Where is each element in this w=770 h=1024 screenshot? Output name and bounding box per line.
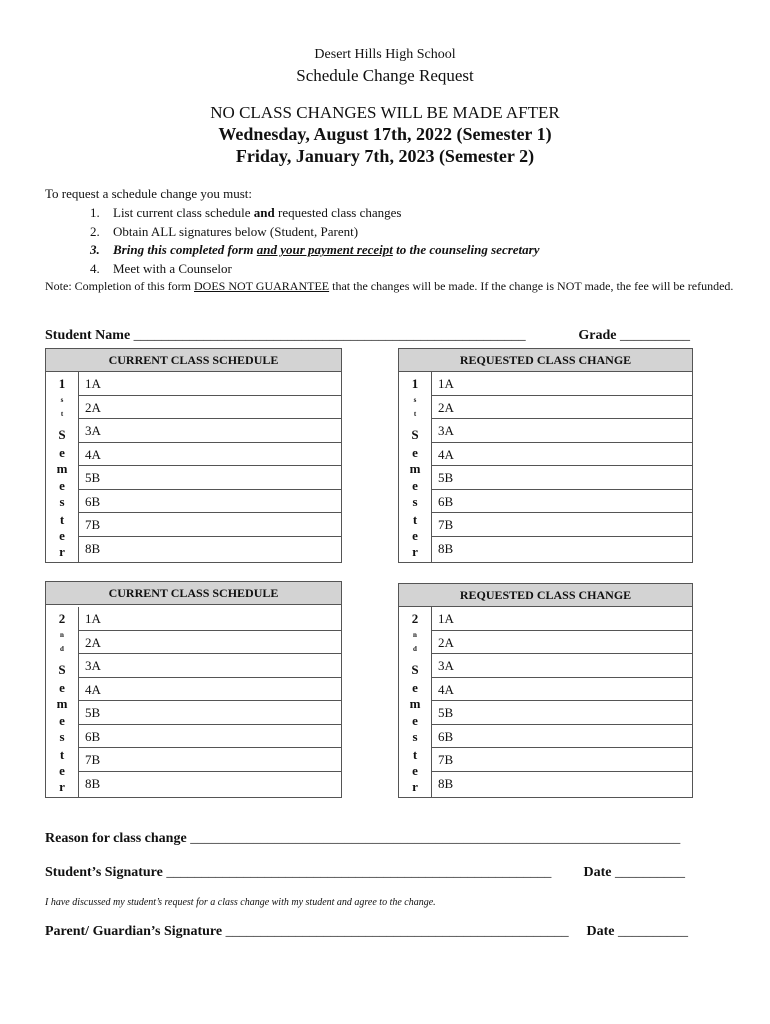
- period-row[interactable]: 6B: [79, 725, 341, 749]
- semester-letter: m: [56, 696, 68, 711]
- semester-letter: e: [412, 445, 418, 460]
- semester-letter: t: [412, 512, 418, 527]
- panel-heading: REQUESTED CLASS CHANGE: [399, 584, 692, 607]
- semester-letter: n: [413, 631, 417, 639]
- semester-letter: r: [412, 544, 418, 559]
- period-row[interactable]: 4A: [432, 443, 692, 467]
- period-row[interactable]: 3A: [79, 419, 341, 443]
- period-row[interactable]: 7B: [79, 513, 341, 537]
- semester-letter: s: [59, 494, 65, 509]
- semester-2-label: [399, 607, 432, 797]
- period-rows[interactable]: [432, 372, 692, 562]
- period-row[interactable]: 3A: [432, 419, 692, 443]
- semester-letter: e: [412, 680, 418, 695]
- period-row[interactable]: 8B: [438, 540, 454, 556]
- guarantee-note: Note: Completion of this form DOES NOT GUARANTEE that the changes will be made. If the change is NOT made, the fee will be refunded.: [45, 279, 734, 293]
- semester2-deadline: Friday, January 7th, 2023 (Semester 2): [235, 146, 535, 166]
- period-row[interactable]: 6B: [79, 490, 341, 514]
- semester-letter: S: [58, 427, 66, 442]
- sem2-current-schedule: [45, 581, 342, 798]
- period-row[interactable]: 4A: [79, 678, 341, 702]
- step-1: 1. List current class schedule and requested class changes: [90, 205, 402, 220]
- semester-letter: s: [59, 729, 65, 744]
- semester-letter: t: [59, 512, 65, 527]
- semester-letter: e: [59, 713, 65, 728]
- school-name: Desert Hills High School: [314, 47, 456, 62]
- period-row[interactable]: 1A: [432, 372, 692, 396]
- period-row[interactable]: 5B: [79, 466, 341, 490]
- period-row[interactable]: 8B: [438, 775, 454, 791]
- form-title: Schedule Change Request: [296, 66, 474, 85]
- deadline-warning: NO CLASS CHANGES WILL BE MADE AFTER: [210, 103, 560, 122]
- semester-letter: t: [60, 410, 64, 418]
- step-4: 4. Meet with a Counselor: [90, 261, 232, 277]
- period-row[interactable]: 6B: [432, 725, 692, 749]
- instructions-intro: To request a schedule change you must:: [45, 186, 253, 201]
- semester-letter: 2: [58, 611, 66, 626]
- period-row[interactable]: 1A: [79, 607, 341, 631]
- semester-letter: m: [409, 696, 421, 711]
- semester-letter: e: [412, 763, 418, 778]
- period-row[interactable]: 5B: [432, 701, 692, 725]
- semester-letter: e: [412, 528, 418, 543]
- semester-letter: r: [59, 779, 65, 794]
- semester-letter: e: [412, 713, 418, 728]
- period-row[interactable]: 3A: [432, 654, 692, 678]
- semester-letter: e: [59, 680, 65, 695]
- semester-1-label: [46, 372, 79, 562]
- semester-letter: s: [412, 494, 418, 509]
- period-row[interactable]: 4A: [432, 678, 692, 702]
- period-row[interactable]: 6B: [432, 490, 692, 514]
- period-row[interactable]: 7B: [79, 748, 341, 772]
- semester1-deadline: Wednesday, August 17th, 2022 (Semester 1): [218, 124, 552, 144]
- period-row[interactable]: 7B: [432, 748, 692, 772]
- semester-letter: e: [59, 528, 65, 543]
- semester-letter: n: [60, 631, 64, 639]
- semester-letter: S: [58, 662, 66, 677]
- semester-letter: t: [412, 747, 418, 762]
- period-row[interactable]: 7B: [432, 513, 692, 537]
- semester-letter: t: [413, 410, 417, 418]
- sem2-requested-change: [398, 583, 693, 798]
- semester-2-label: [46, 607, 79, 797]
- panel-heading: CURRENT CLASS SCHEDULE: [46, 349, 341, 372]
- period-row[interactable]: 4A: [79, 443, 341, 467]
- step-2: 2. Obtain ALL signatures below (Student, Parent): [90, 223, 359, 239]
- student-date-field[interactable]: Date __________: [583, 865, 685, 880]
- semester-letter: m: [56, 461, 68, 476]
- semester-letter: t: [59, 747, 65, 762]
- semester-letter: e: [59, 763, 65, 778]
- sem1-current-schedule: [45, 348, 342, 563]
- semester-letter: r: [59, 544, 65, 559]
- semester-letter: S: [411, 427, 419, 442]
- period-rows[interactable]: [79, 372, 341, 562]
- student-signature-field[interactable]: Student’s Signature _______________________________________________________ Date __________: [45, 865, 685, 880]
- period-row[interactable]: 2A: [432, 631, 692, 655]
- semester-letter: S: [411, 662, 419, 677]
- guardian-acknowledgement: I have discussed my student’s request for a class change with my student and agree to the change.: [45, 897, 436, 908]
- grade-field[interactable]: Grade __________: [578, 328, 690, 343]
- semester-letter: d: [60, 645, 64, 653]
- period-row[interactable]: 2A: [79, 631, 341, 655]
- period-row[interactable]: 1A: [79, 372, 341, 396]
- semester-letter: e: [59, 478, 65, 493]
- semester-1-label: [399, 372, 432, 562]
- period-row[interactable]: 5B: [79, 701, 341, 725]
- semester-letter: 2: [411, 611, 419, 626]
- sem1-requested-change: [398, 348, 693, 563]
- semester-letter: r: [412, 779, 418, 794]
- parent-date-field[interactable]: Date __________: [586, 924, 688, 939]
- period-row[interactable]: 5B: [432, 466, 692, 490]
- semester-letter: m: [409, 461, 421, 476]
- semester-letter: s: [413, 396, 417, 404]
- period-row[interactable]: 1A: [432, 607, 692, 631]
- semester-letter: d: [413, 645, 417, 653]
- period-row[interactable]: 8B: [85, 540, 101, 556]
- period-row[interactable]: 8B: [85, 775, 101, 791]
- student-name-field[interactable]: Student Name ________________________________________________________ Grade __________: [45, 328, 690, 343]
- semester-letter: e: [412, 478, 418, 493]
- semester-letter: s: [60, 396, 64, 404]
- panel-heading: CURRENT CLASS SCHEDULE: [46, 582, 341, 605]
- semester-letter: 1: [411, 376, 419, 391]
- semester-letter: s: [412, 729, 418, 744]
- step-3: 3. Bring this completed form and your payment receipt to the counseling secretary: [90, 242, 540, 258]
- reason-field[interactable]: Reason for class change ______________________________________________________________________: [45, 831, 681, 846]
- semester-letter: e: [59, 445, 65, 460]
- period-row[interactable]: 2A: [79, 396, 341, 420]
- parent-signature-field[interactable]: Parent/ Guardian’s Signature _________________________________________________ Date __________: [45, 924, 688, 939]
- panel-heading: REQUESTED CLASS CHANGE: [399, 349, 692, 372]
- period-rows[interactable]: [432, 607, 692, 797]
- period-row[interactable]: 2A: [432, 396, 692, 420]
- period-rows[interactable]: [79, 607, 341, 797]
- period-row[interactable]: 3A: [79, 654, 341, 678]
- instruction-steps: [90, 204, 539, 279]
- semester-letter: 1: [58, 376, 66, 391]
